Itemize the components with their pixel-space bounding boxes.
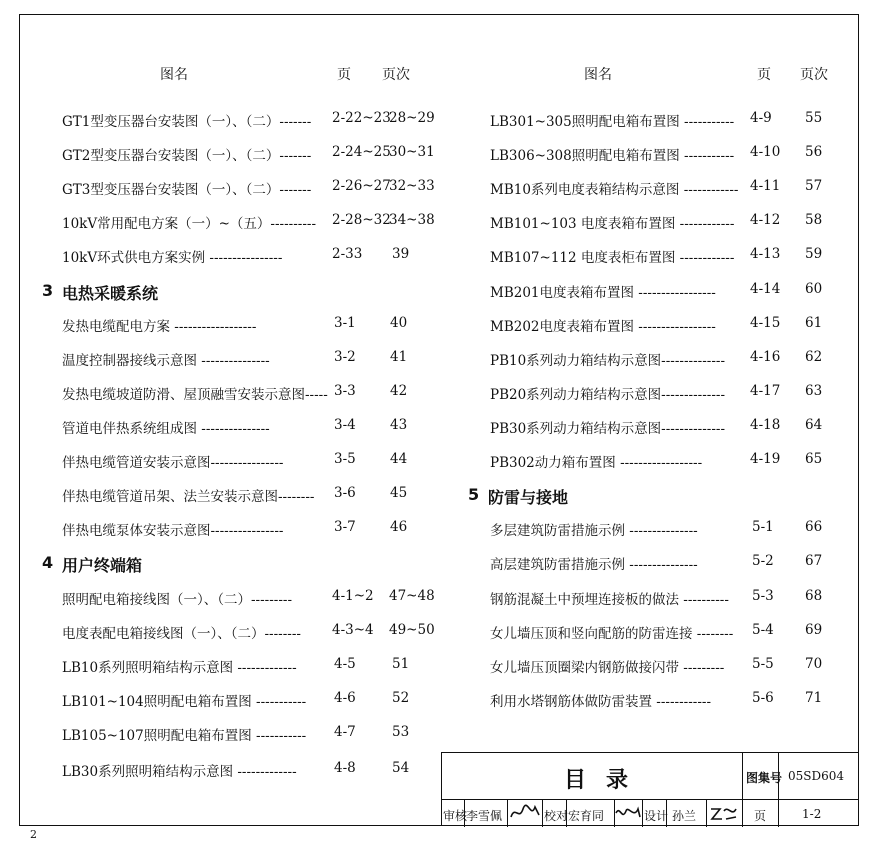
entry-pageno: 32~33: [389, 178, 435, 194]
entry-title: LB105~107照明配电箱布置图 -----------: [62, 728, 307, 744]
entry-page: 5-5: [752, 656, 774, 672]
section-number: 4: [42, 553, 54, 572]
entry-pageno: 42: [390, 383, 408, 399]
sheet-page-number: 1-2: [802, 807, 822, 821]
entry-page: 4-3~4: [332, 622, 374, 638]
entry-title: PB20系列动力箱结构示意图--------------: [490, 387, 726, 403]
entry-title: 伴热电缆管道吊架、法兰安装示意图--------: [62, 489, 315, 505]
atlas-label: 图集号: [746, 771, 783, 785]
section-label: 防雷与接地: [488, 488, 569, 507]
review-label: 审核: [443, 809, 468, 823]
title-block-line: [642, 799, 643, 827]
entry-page: 4-10: [750, 144, 781, 160]
right-header-name: 图名: [584, 67, 612, 83]
entry-pageno: 39: [392, 246, 410, 262]
entry-pageno: 67: [805, 553, 823, 569]
entry-page: 3-7: [334, 519, 356, 535]
entry-title: PB10系列动力箱结构示意图--------------: [490, 353, 726, 369]
entry-pageno: 69: [805, 622, 823, 638]
section-number: 5: [468, 485, 480, 504]
entry-pageno: 40: [390, 315, 408, 331]
entry-page: 2-26~27: [332, 178, 391, 194]
entry-pageno: 51: [392, 656, 410, 672]
title-block-line: [742, 753, 743, 827]
entry-pageno: 44: [390, 451, 408, 467]
entry-page: 3-4: [334, 417, 356, 433]
entry-pageno: 49~50: [389, 622, 435, 638]
entry-title: GT2型变压器台安装图（一）、（二）-------: [62, 148, 312, 164]
entry-title: 高层建筑防雷措施示例 ---------------: [490, 557, 698, 573]
entry-page: 4-9: [750, 110, 772, 126]
entry-title: LB301~305照明配电箱布置图 -----------: [490, 114, 735, 130]
right-header-page: 页: [757, 67, 771, 83]
entry-pageno: 53: [392, 724, 410, 740]
entry-title: 伴热电缆管道安装示意图----------------: [62, 455, 284, 471]
entry-page: 4-15: [750, 315, 781, 331]
entry-pageno: 55: [805, 110, 823, 126]
entry-pageno: 45: [390, 485, 408, 501]
entry-page: 4-16: [750, 349, 781, 365]
entry-title: MB201电度表箱布置图 -----------------: [490, 285, 716, 301]
title-block: [441, 752, 859, 826]
atlas-number: 05SD604: [788, 769, 845, 783]
entry-pageno: 59: [805, 246, 823, 262]
entry-title: 电度表配电箱接线图（一）、（二）--------: [62, 626, 301, 642]
entry-pageno: 70: [805, 656, 823, 672]
entry-page: 4-6: [334, 690, 356, 706]
entry-title: 照明配电箱接线图（一）、（二）---------: [62, 592, 293, 608]
entry-page: 4-18: [750, 417, 781, 433]
entry-pageno: 47~48: [389, 588, 435, 604]
entry-pageno: 62: [805, 349, 823, 365]
title-block-line: [778, 753, 779, 827]
entry-page: 4-5: [334, 656, 356, 672]
sheet-title: 目录: [564, 768, 649, 793]
right-header-pageno: 页次: [800, 67, 828, 83]
entry-pageno: 71: [805, 690, 823, 706]
check-name: 宏育同: [568, 809, 605, 823]
entry-title: PB302动力箱布置图 ------------------: [490, 455, 703, 471]
title-block-divider: [442, 799, 859, 800]
review-name: 李雪佩: [466, 809, 503, 823]
entry-title: 女儿墙压顶圈梁内钢筋做接闪带 ---------: [490, 660, 725, 676]
section-number: 3: [42, 281, 54, 300]
entry-title: LB101~104照明配电箱布置图 -----------: [62, 694, 307, 710]
design-signature-icon: [708, 803, 740, 823]
entry-pageno: 43: [390, 417, 408, 433]
entry-title: GT3型变压器台安装图（一）、（二）-------: [62, 182, 312, 198]
entry-pageno: 56: [805, 144, 823, 160]
entry-page: 5-4: [752, 622, 774, 638]
entry-page: 2-24~25: [332, 144, 391, 160]
entry-page: 4-7: [334, 724, 356, 740]
entry-pageno: 46: [390, 519, 408, 535]
entry-title: 钢筋混凝土中预埋连接板的做法 ----------: [490, 592, 729, 608]
entry-pageno: 34~38: [389, 212, 435, 228]
entry-page: 5-3: [752, 588, 774, 604]
entry-page: 4-13: [750, 246, 781, 262]
entry-title: MB202电度表箱布置图 -----------------: [490, 319, 716, 335]
entry-pageno: 66: [805, 519, 823, 535]
left-header-name: 图名: [160, 67, 188, 83]
entry-title: 10kV环式供电方案实例 ----------------: [62, 250, 283, 266]
entry-page: 2-28~32: [332, 212, 391, 228]
entry-title: LB306~308照明配电箱布置图 -----------: [490, 148, 735, 164]
design-name: 孙兰: [672, 809, 697, 823]
page-label: 页: [754, 809, 767, 823]
entry-page: 3-6: [334, 485, 356, 501]
entry-pageno: 68: [805, 588, 823, 604]
entry-pageno: 28~29: [389, 110, 435, 126]
entry-page: 2-22~23: [332, 110, 391, 126]
entry-pageno: 58: [805, 212, 823, 228]
entry-pageno: 65: [805, 451, 823, 467]
entry-title: 10kV常用配电方案（一）~（五）----------: [62, 216, 317, 232]
entry-page: 5-6: [752, 690, 774, 706]
entry-pageno: 57: [805, 178, 823, 194]
entry-page: 2-33: [332, 246, 363, 262]
entry-title: PB30系列动力箱结构示意图--------------: [490, 421, 726, 437]
entry-page: 5-2: [752, 553, 774, 569]
section-label: 电热采暖系统: [62, 284, 159, 303]
entry-page: 4-1~2: [332, 588, 374, 604]
entry-page: 4-11: [750, 178, 781, 194]
entry-title: 多层建筑防雷措施示例 ---------------: [490, 523, 698, 539]
entry-title: LB10系列照明箱结构示意图 -------------: [62, 660, 297, 676]
title-block-line: [542, 799, 543, 827]
entry-title: 发热电缆坡道防滑、屋顶融雪安装示意图-----: [62, 387, 328, 403]
entry-page: 4-12: [750, 212, 781, 228]
entry-page: 3-1: [334, 315, 356, 331]
entry-page: 4-17: [750, 383, 781, 399]
left-header-page: 页: [337, 67, 351, 83]
entry-pageno: 54: [392, 760, 410, 776]
entry-page: 4-14: [750, 281, 781, 297]
entry-pageno: 64: [805, 417, 823, 433]
entry-title: LB30系列照明箱结构示意图 -------------: [62, 764, 297, 780]
entry-title: MB107~112 电度表柜布置图 ------------: [490, 250, 735, 266]
entry-title: GT1型变压器台安装图（一）、（二）-------: [62, 114, 312, 130]
entry-title: 利用水塔钢筋体做防雷装置 ------------: [490, 694, 712, 710]
entry-title: MB10系列电度表箱结构示意图 ------------: [490, 182, 739, 198]
entry-pageno: 61: [805, 315, 823, 331]
title-block-line: [507, 799, 508, 827]
entry-pageno: 30~31: [389, 144, 435, 160]
entry-pageno: 52: [392, 690, 410, 706]
check-label: 校对: [544, 809, 569, 823]
entry-page: 3-5: [334, 451, 356, 467]
section-label: 用户终端箱: [62, 556, 143, 575]
entry-title: MB101~103 电度表箱布置图 ------------: [490, 216, 735, 232]
entry-page: 5-1: [752, 519, 774, 535]
entry-page: 4-19: [750, 451, 781, 467]
entry-title: 伴热电缆泵体安装示意图----------------: [62, 523, 284, 539]
entry-pageno: 60: [805, 281, 823, 297]
entry-title: 温度控制器接线示意图 ---------------: [62, 353, 270, 369]
entry-pageno: 63: [805, 383, 823, 399]
entry-page: 4-8: [334, 760, 356, 776]
entry-title: 女儿墙压顶和竖向配筋的防雷连接 --------: [490, 626, 734, 642]
entry-title: 管道电伴热系统组成图 ---------------: [62, 421, 270, 437]
entry-page: 3-2: [334, 349, 356, 365]
entry-title: 发热电缆配电方案 ------------------: [62, 319, 257, 335]
entry-page: 3-3: [334, 383, 356, 399]
page-number: 2: [30, 828, 37, 841]
title-block-line: [706, 799, 707, 827]
check-signature-icon: [614, 803, 642, 823]
design-label: 设计: [644, 809, 669, 823]
left-header-pageno: 页次: [382, 67, 410, 83]
review-signature-icon: [509, 803, 541, 823]
entry-pageno: 41: [390, 349, 408, 365]
